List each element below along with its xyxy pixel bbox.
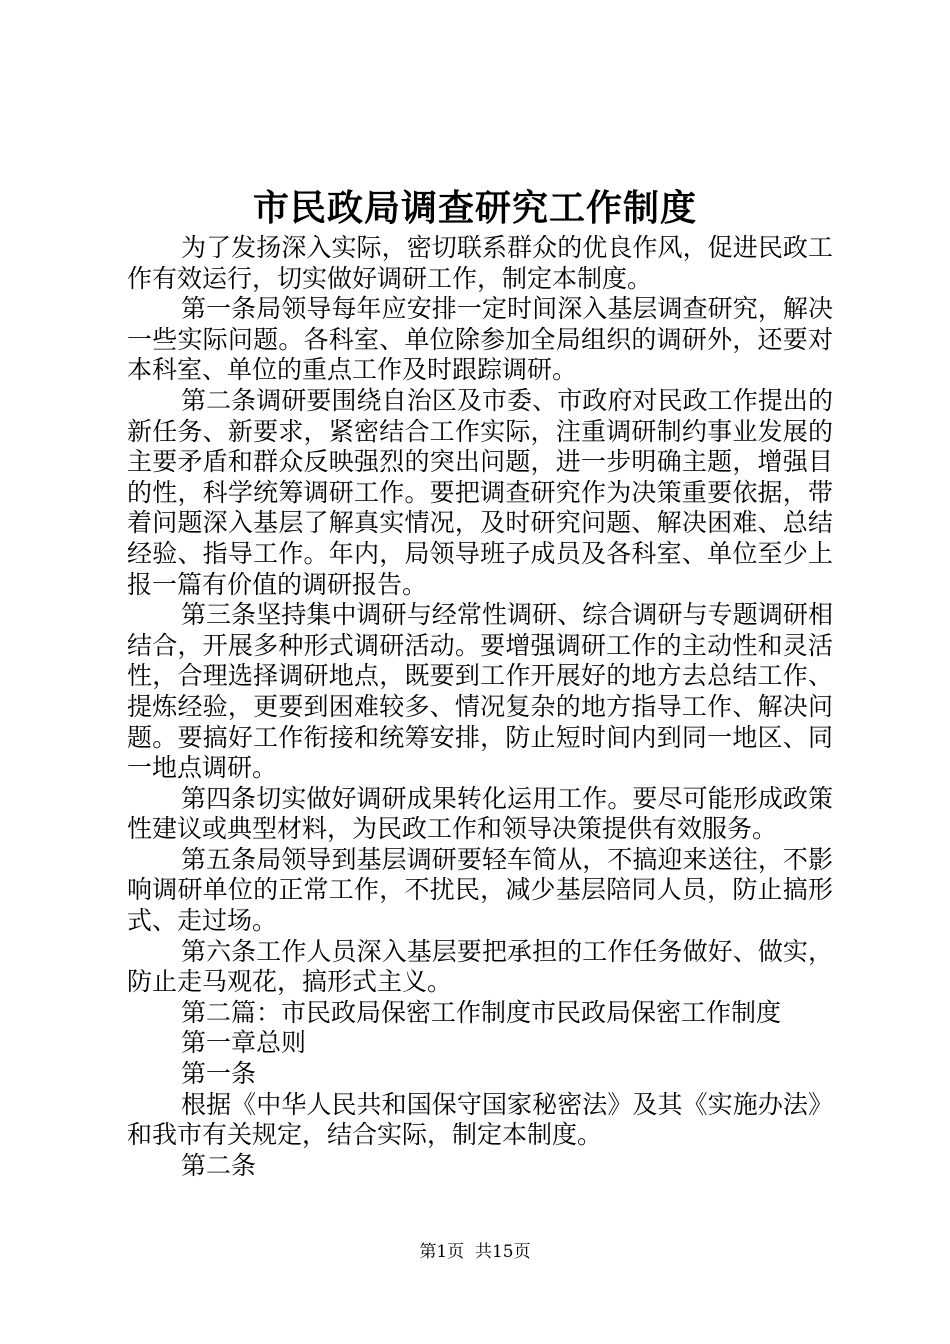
paragraph-article-2: 第二条调研要围绕自治区及市委、市政府对民政工作提出的新任务、新要求，紧密结合工作实际，注重调研制约事业发展的主要矛盾和群众反映强烈的突出问题，进一步明确主题，增强目的性，科学统筹调研工作。要把调查研究作为决策重要依据，带着问题深入基层了解真实情况，及时研究问题、解决困难、总结经验、指导工作。年内，局领导班子成员及各科室、单位至少上报一篇有价值的调研报告。	[127, 385, 833, 599]
document-title: 市民政局调查研究工作制度	[252, 187, 697, 229]
section-heading-part-2: 第二篇：市民政局保密工作制度市民政局保密工作制度	[181, 997, 782, 1027]
article-heading-2: 第二条	[181, 1150, 257, 1180]
paragraph-article-4: 第四条切实做好调研成果转化运用工作。要尽可能形成政策性建议或典型材料，为民政工作和领导决策提供有效服务。	[127, 783, 833, 844]
paragraph-article-6: 第六条工作人员深入基层要把承担的工作任务做好、做实，防止走马观花，搞形式主义。	[127, 936, 833, 997]
article-heading-1: 第一条	[181, 1059, 257, 1089]
page-footer	[0, 1240, 950, 1264]
paragraph-article-1: 第一条局领导每年应安排一定时间深入基层调查研究，解决一些实际问题。各科室、单位除参加全局组织的调研外，还要对本科室、单位的重点工作及时跟踪调研。	[127, 294, 833, 385]
chapter-heading-general: 第一章总则	[181, 1028, 307, 1058]
paragraph-article-1-body: 根据《中华人民共和国保守国家秘密法》及其《实施办法》和我市有关规定，结合实际，制定本制度。	[127, 1089, 833, 1150]
paragraph-intro: 为了发扬深入实际，密切联系群众的优良作风，促进民政工作有效运行，切实做好调研工作，制定本制度。	[127, 233, 833, 293]
paragraph-article-5: 第五条局领导到基层调研要轻车简从，不搞迎来送往，不影响调研单位的正常工作，不扰民，减少基层陪同人员，防止搞形式、走过场。	[127, 844, 833, 936]
page-number-label: 第1页 共15页	[419, 1242, 531, 1262]
document-body	[127, 233, 833, 1181]
paragraph-article-3: 第三条坚持集中调研与经常性调研、综合调研与专题调研相结合，开展多种形式调研活动。要增强调研工作的主动性和灵活性，合理选择调研地点，既要到工作开展好的地方去总结工作、提炼经验，更要到困难较多、情况复杂的地方指导工作、解决问题。要搞好工作衔接和统筹安排，防止短时间内到同一地区、同一地点调研。	[127, 600, 833, 783]
